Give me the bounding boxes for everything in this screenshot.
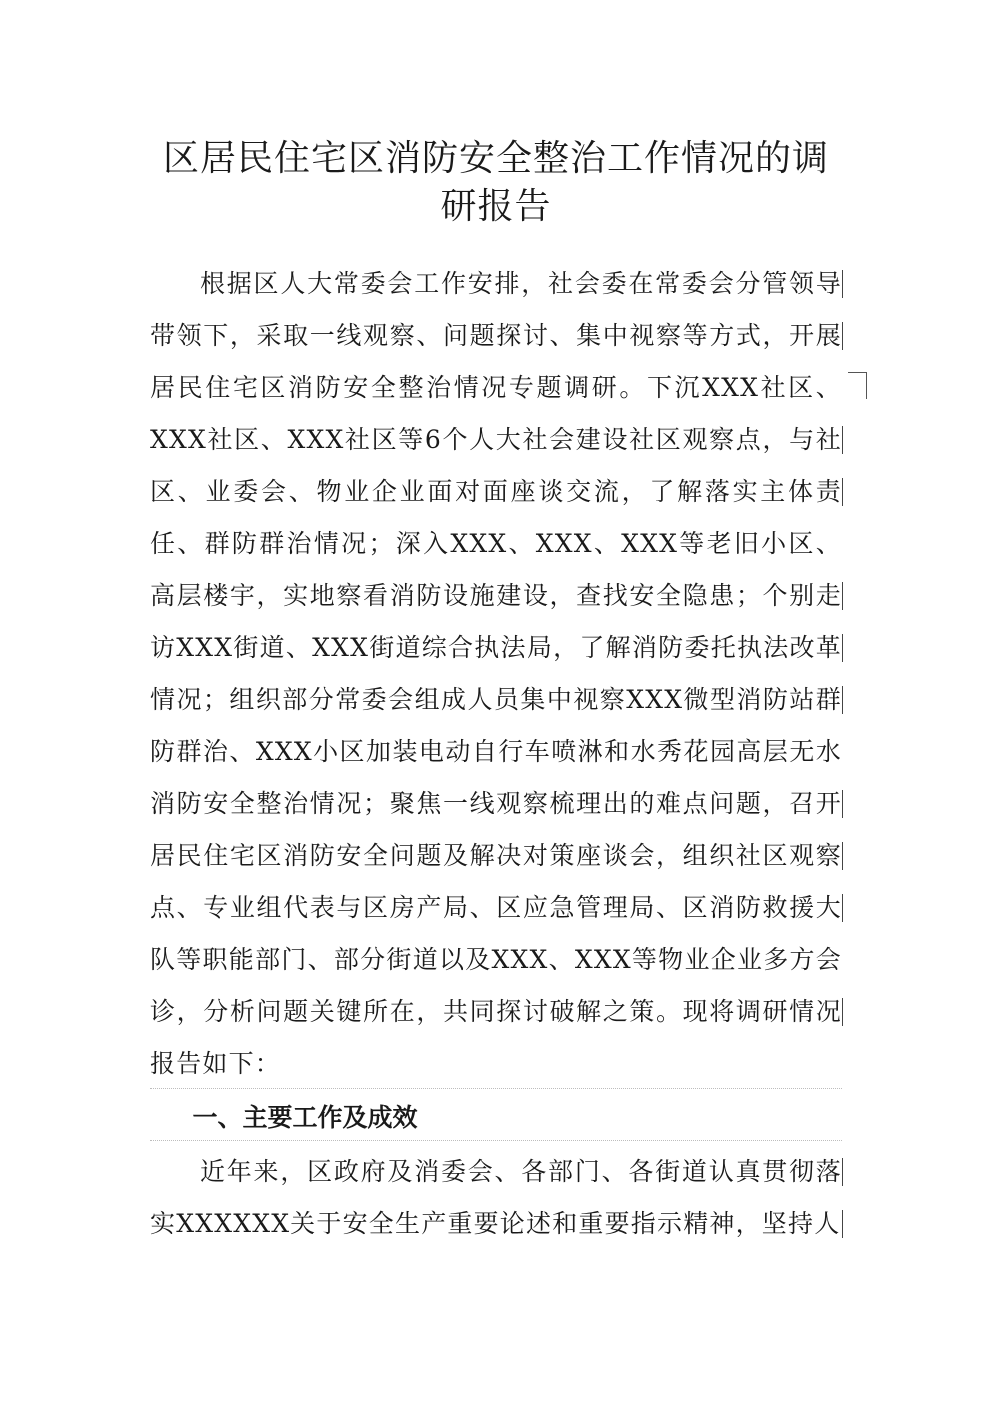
- margin-bar: [842, 686, 843, 714]
- margin-bar: [842, 1210, 843, 1238]
- margin-corner-mark: [848, 372, 867, 399]
- margin-bar: [842, 270, 843, 298]
- margin-bar: [842, 582, 843, 610]
- margin-bar: [842, 790, 843, 818]
- margin-bar: [842, 478, 843, 506]
- dotted-separator: [150, 1140, 842, 1141]
- margin-bar: [842, 634, 843, 662]
- margin-bar: [842, 842, 843, 870]
- document-title: 区居民住宅区消防安全整治工作情况的调研报告: [162, 138, 829, 227]
- intro-paragraph: 根据区人大常委会工作安排，社会委在常委会分管领导带领下，采取一线观察、问题探讨、集中视察等方式，开展居民住宅区消防安全整治情况专题调研。下沉XXX社区、XXX社区、XXX社区等6个人大社会建设社区观察点，与社区、业委会、物业企业面对面座谈交流，了解落实主体责任、群防群治情况；深入XXX、XXX、XXX等老旧小区、高层楼宇，实地察看消防设施建设，查找安全隐患；个别走访XXX街道、XXX街道综合执法局，了解消防委托执法改革情况；组织部分常委会组成人员集中视察XXX微型消防站群防群治、XXX小区加装电动自行车喷淋和水秀花园高层无水消防安全整治情况；聚焦一线观察梳理出的难点问题，召开居民住宅区消防安全问题及解决对策座谈会，组织社区观察点、专业组代表与区房产局、区应急管理局、区消防救援大队等职能部门、部分街道以及XXX、XXX等物业企业多方会诊，分析问题关键所在，共同探讨破解之策。现将调研情况报告如下：: [150, 269, 842, 1078]
- dotted-separator: [150, 1088, 842, 1089]
- margin-bar: [842, 998, 843, 1026]
- section-paragraph: 近年来，区政府及消委会、各部门、各街道认真贯彻落实XXXXXX关于安全生产重要论述和重要指示精神，坚持人: [150, 1157, 842, 1238]
- margin-bar: [842, 426, 843, 454]
- section-heading: 一、主要工作及成效: [192, 1103, 418, 1132]
- margin-bar: [842, 1158, 843, 1186]
- margin-bar: [842, 322, 843, 350]
- margin-bar: [842, 894, 843, 922]
